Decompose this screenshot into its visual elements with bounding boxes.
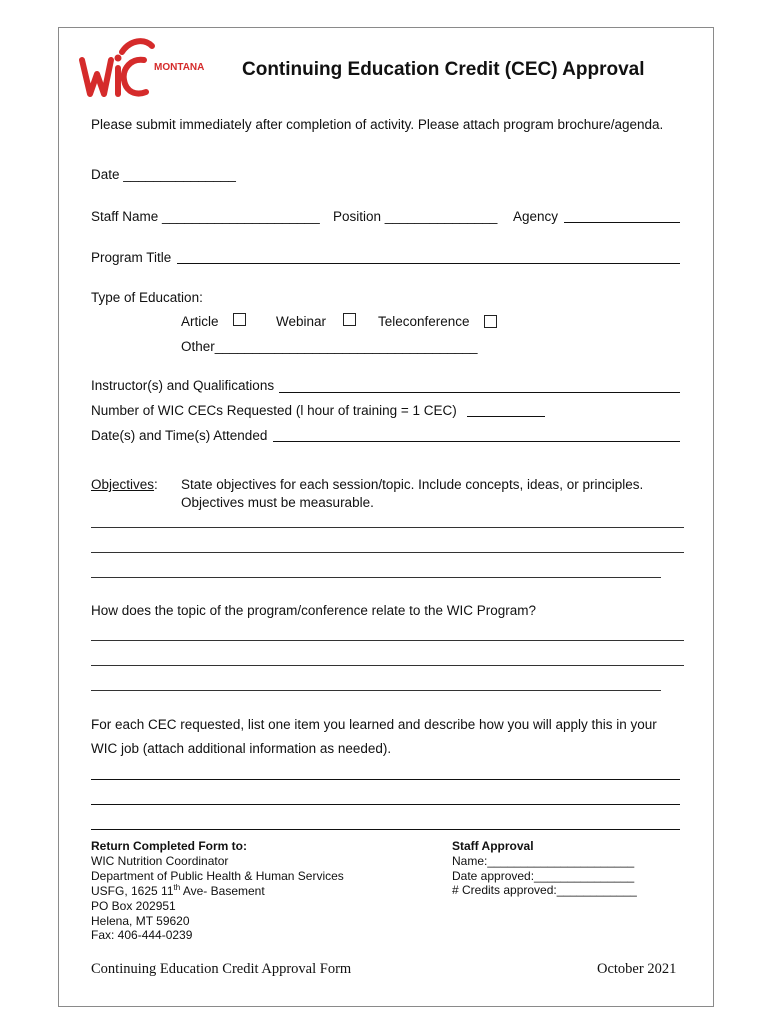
position-field[interactable]: Position _______________ [333, 209, 498, 224]
objectives-answer-line-2[interactable] [91, 552, 684, 553]
objectives-instruction-1: State objectives for each session/topic. Include concepts, ideas, or principles. [181, 477, 644, 492]
wic-logo-icon [78, 38, 228, 100]
logo-state-text: MONTANA [154, 62, 205, 73]
agency-input-line[interactable] [564, 222, 680, 223]
cec-items-instruction-2: WIC job (attach additional information as needed). [91, 741, 392, 756]
dates-attended-label: Date(s) and Time(s) Attended [91, 428, 268, 443]
cec-items-answer-line-3[interactable] [91, 829, 680, 830]
relate-answer-line-2[interactable] [91, 665, 684, 666]
return-line-3-post: Ave- Basement [180, 884, 265, 898]
agency-label: Agency [513, 209, 559, 224]
type-of-education-label: Type of Education: [91, 290, 203, 305]
cecs-requested-input-line[interactable] [467, 416, 545, 417]
relate-answer-line-3[interactable] [91, 690, 661, 691]
approval-name-field[interactable]: Name:______________________ [452, 854, 635, 868]
return-line-3-pre: USFG, 1625 11 [91, 884, 174, 898]
footer-form-name: Continuing Education Credit Approval Form [91, 961, 352, 977]
return-line-5: Helena, MT 59620 [91, 914, 190, 928]
cec-items-instruction-1: For each CEC requested, list one item you learned and describe how you will apply this in your [91, 717, 657, 732]
cec-items-answer-line-1[interactable] [91, 779, 680, 780]
objectives-instruction-2: Objectives must be measurable. [181, 495, 374, 510]
teleconference-label: Teleconference [378, 314, 470, 329]
footer-date: October 2021 [597, 961, 677, 977]
objectives-answer-line-1[interactable] [91, 527, 684, 528]
objectives-colon: : [154, 477, 158, 492]
webinar-label: Webinar [276, 314, 327, 329]
approval-credits-field[interactable]: # Credits approved:____________ [452, 883, 637, 897]
return-line-2: Department of Public Health & Human Services [91, 869, 344, 883]
staff-name-field[interactable]: Staff Name _____________________ [91, 209, 320, 224]
return-line-6: Fax: 406-444-0239 [91, 928, 193, 942]
dates-attended-input-line[interactable] [273, 441, 680, 442]
objectives-label: Objectives [91, 477, 155, 492]
wic-montana-logo [78, 38, 228, 100]
approval-date-field[interactable]: Date approved:_______________ [452, 869, 635, 883]
form-title: Continuing Education Credit (CEC) Approval [242, 59, 645, 80]
article-label: Article [181, 314, 219, 329]
objectives-heading [91, 477, 158, 492]
other-field[interactable]: Other___________________________________ [181, 339, 478, 354]
instructors-label: Instructor(s) and Qualifications [91, 378, 275, 393]
return-line-1: WIC Nutrition Coordinator [91, 854, 229, 868]
article-checkbox[interactable] [233, 313, 246, 326]
cec-items-answer-line-2[interactable] [91, 804, 680, 805]
webinar-checkbox[interactable] [343, 313, 356, 326]
return-line-3 [91, 883, 265, 898]
instructors-input-line[interactable] [279, 392, 680, 393]
staff-approval-heading: Staff Approval [452, 839, 534, 853]
program-title-label: Program Title [91, 250, 172, 265]
return-heading: Return Completed Form to: [91, 839, 247, 853]
instructions-text: Please submit immediately after completion of activity. Please attach program brochure/agenda. [91, 117, 664, 132]
cecs-requested-label: Number of WIC CECs Requested (l hour of training = 1 CEC) [91, 403, 457, 418]
return-line-3-sup: th [173, 883, 181, 892]
teleconference-checkbox[interactable] [484, 315, 497, 328]
relate-question: How does the topic of the program/conference relate to the WIC Program? [91, 603, 536, 618]
date-field[interactable]: Date _______________ [91, 167, 236, 182]
relate-answer-line-1[interactable] [91, 640, 684, 641]
objectives-answer-line-3[interactable] [91, 577, 661, 578]
return-line-4: PO Box 202951 [91, 899, 176, 913]
program-title-input-line[interactable] [177, 263, 680, 264]
